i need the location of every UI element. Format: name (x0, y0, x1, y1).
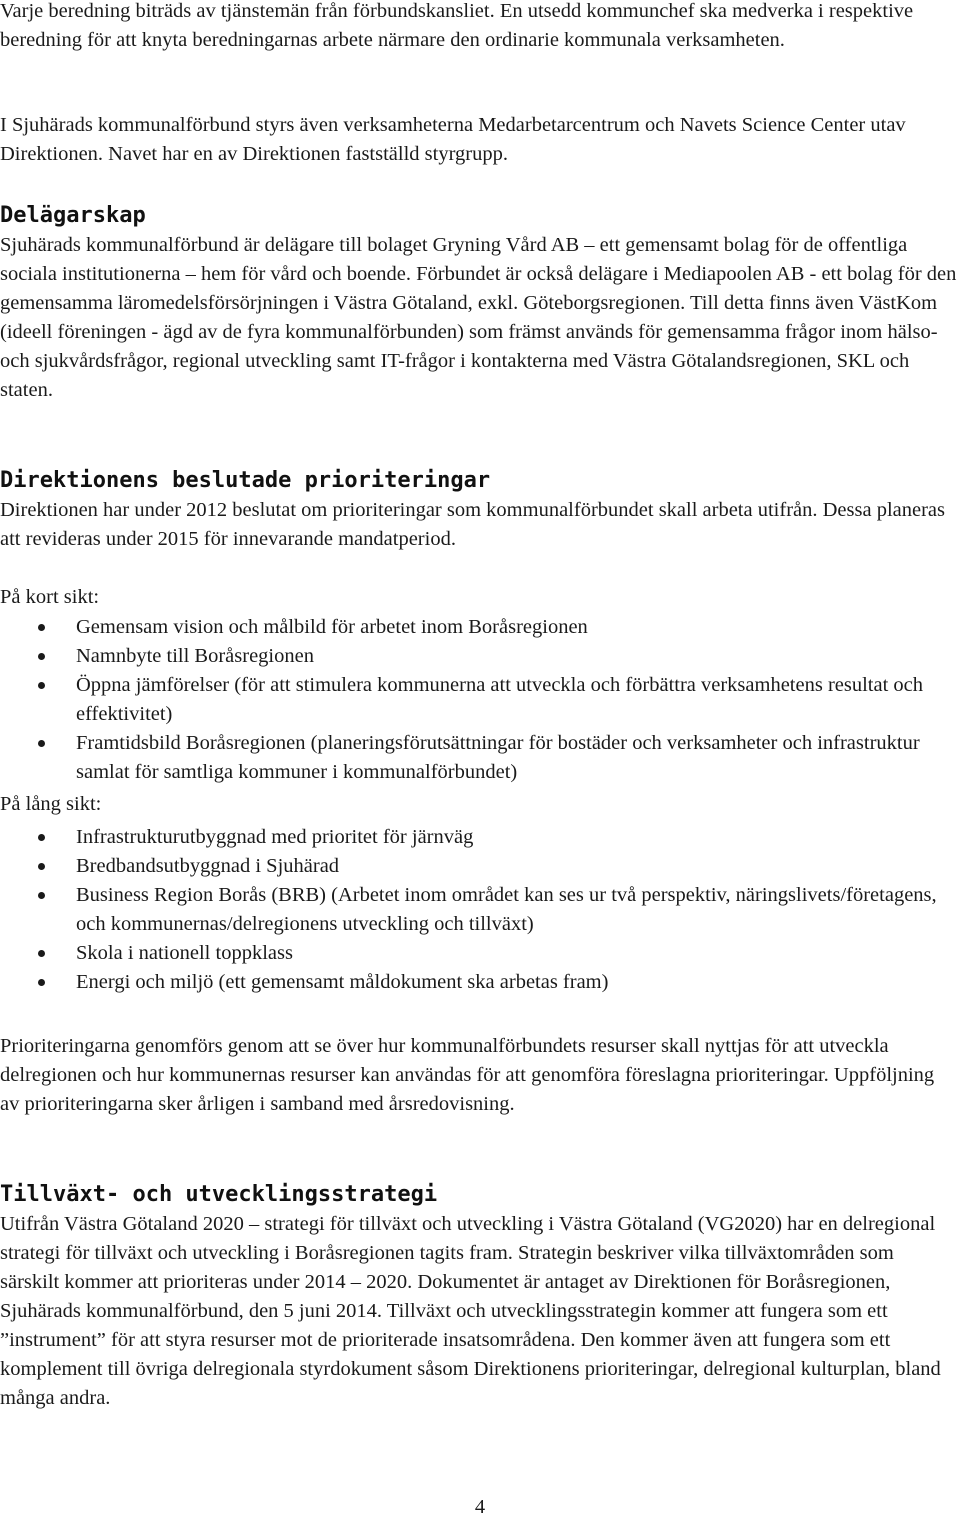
paragraph-beredning: Varje beredning biträds av tjänstemän från förbundskansliet. En utsedd kommunchef ska medverka i respektive beredning för att knyta beredningarnas arbete närmare den ordinarie kommunala verksamheten. (0, 0, 914, 51)
list-item: Energi och miljö (ett gemensamt måldokument ska arbetas fram) (0, 968, 958, 997)
list-item: Bredbandsutbyggnad i Sjuhärad (0, 852, 958, 881)
paragraph-direktionen: I Sjuhärads kommunalförbund styrs även verksamheterna Medarbetarcentrum och Navets Science Center utav Direktionen. Navet har en av Direktionen fastställd styrgrupp. (0, 114, 906, 165)
bullet-icon (38, 624, 45, 631)
bullet-icon (38, 892, 45, 899)
bullet-icon (38, 863, 45, 870)
paragraph-tillvaxtstrategi: Utifrån Västra Götaland 2020 – strategi för tillväxt och utveckling i Västra Götaland (VG2020) har en delregional strategi för tillväxt och utveckling i Boråsregionen tagits fram. Strategin beskriver vilka tillväxtområden som särskilt kommer att prioriteras under 2014 – 2020. Dokumentet är antaget av Direktionen för Boråsregionen, Sjuhärads kommunalförbund, den 5 juni 2014. Tillväxt och utvecklingsstrategin kommer att fungera som ett ”instrument” för att styra resurser mot de prioriterade insatsområdena. Den kommer även att fungera som ett komplement till övriga delregionala styrdokument såsom Direktionens prioriteringar, delregional kulturplan, bland många andra. (0, 1213, 941, 1409)
list-item: Business Region Borås (BRB) (Arbetet inom området kan ses ur två perspektiv, näringslivets/företagens, och kommunernas/delregionens utveckling och tillväxt) (0, 881, 958, 939)
list-item: Framtidsbild Boråsregionen (planeringsförutsättningar för bostäder och verksamheter och infrastruktur samlat för samtliga kommuner i kommunalförbundet) (0, 729, 958, 787)
bullet-icon (38, 653, 45, 660)
list-item: Gemensam vision och målbild för arbetet inom Boråsregionen (0, 613, 958, 642)
bullet-icon (38, 740, 45, 747)
heading-prioriteringar: Direktionens beslutade prioriteringar (0, 468, 491, 493)
short-term-label: På kort sikt: (0, 586, 100, 608)
heading-tillvaxtstrategi: Tillväxt- och utvecklingsstrategi (0, 1182, 438, 1207)
bullet-icon (38, 682, 45, 689)
paragraph-prioriteringar: Direktionen har under 2012 beslutat om prioriteringar som kommunalförbundet skall arbeta utifrån. Dessa planeras att revideras under 2015 för innevarande mandatperiod. (0, 499, 946, 550)
list-item: Infrastrukturutbyggnad med prioritet för järnväg (0, 823, 958, 852)
paragraph-genomforande: Prioriteringarna genomförs genom att se över hur kommunalförbundets resurser skall nyttjas för att utveckla delregionen och hur kommunernas resurser kan användas för att genomföra föreslagna prioriteringar. Uppföljning av prioriteringarna sker årligen i samband med årsredovisning. (0, 1035, 935, 1115)
heading-delagarskap: Delägarskap (0, 203, 146, 228)
list-item: Namnbyte till Boråsregionen (0, 642, 958, 671)
short-term-list (0, 613, 958, 787)
paragraph-delagarskap: Sjuhärads kommunalförbund är delägare till bolaget Gryning Vård AB – ett gemensamt bolag för de offentliga sociala institutionerna – hem för vård och boende. Förbundet är också delägare i Mediapoolen AB - ett bolag för den gemensamma läromedelsförsörjningen i Västra Götaland, exkl. Göteborgsregionen. Till detta finns även VästKom (ideell föreningen - ägd av de fyra kommunalförbunden) som främst används för gemensamma frågor inom hälso- och sjukvårdsfrågor, regional utveckling samt IT-frågor i kontakterna med Västra Götalandsregionen, SKL och staten. (0, 234, 957, 401)
list-item: Skola i nationell toppklass (0, 939, 958, 968)
bullet-icon (38, 979, 45, 986)
bullet-icon (38, 834, 45, 841)
page-number: 4 (474, 1496, 486, 1518)
long-term-list (0, 823, 958, 997)
list-item: Öppna jämförelser (för att stimulera kommunerna att utveckla och förbättra verksamhetens resultat och effektivitet) (0, 671, 958, 729)
bullet-icon (38, 950, 45, 957)
long-term-label: På lång sikt: (0, 793, 102, 815)
